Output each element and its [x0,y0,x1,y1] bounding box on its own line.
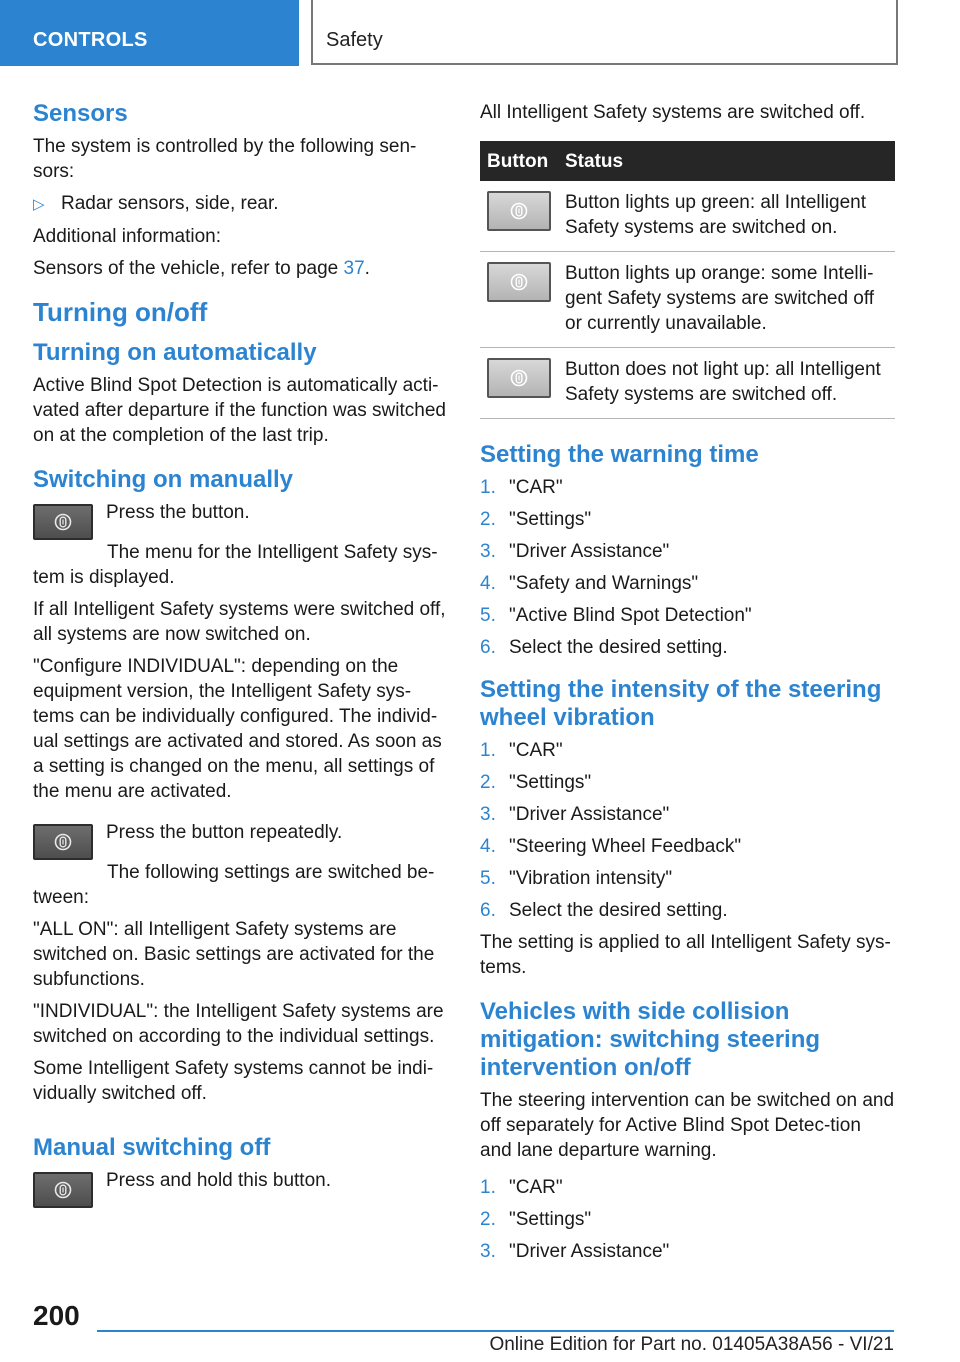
list-item: 6. Select the desired setting. [480,637,728,658]
safety-button-icon [33,1172,93,1208]
step-text: "Steering Wheel Feedback" [509,836,742,857]
side-collision-text: The steering intervention can be switched on and off separately for Active Blind Spot Detec‐tion and lane departure warning. [480,1090,895,1161]
following-text: The following settings are switched be‐tween: [33,862,435,908]
all-on-text: "ALL ON": all Intelligent Safety systems are switched on. Basic settings are activated for the subfunctions. [33,919,435,990]
page-link[interactable]: 37 [343,258,365,279]
sensors-heading: Sensors [33,100,128,127]
turning-heading: Turning on/off [33,297,208,327]
reference-end: . [364,258,370,279]
step-text: "Settings" [509,772,592,793]
step-text: "CAR" [509,740,563,761]
menu-text: The menu for the Intelligent Safety sys‐tem is displayed. [33,542,438,588]
table-header: Button [480,141,558,181]
step-text: Select the desired setting. [509,637,728,658]
reference-text: Sensors of the vehicle, refer to page [33,258,344,279]
list-item: 1. "CAR" [480,740,563,761]
manual-on-heading: Switching on manually [33,466,294,493]
safety-button-icon [487,358,551,398]
footer-edition: Online Edition for Part no. 01405A38A56 - VI/21 [489,1334,894,1355]
safety-button-icon [33,504,93,540]
left-column [33,100,449,1208]
button-text [106,500,250,532]
button-row [33,500,449,540]
step-text: "Driver Assistance" [509,804,670,825]
button-text [106,1168,331,1200]
button-row [33,1168,449,1208]
warning-time-heading: Setting the warning time [480,441,759,468]
list-item: 2. "Settings" [480,1209,592,1230]
list-item: 5. "Active Blind Spot Detection" [480,605,752,626]
auto-text: Active Blind Spot Detection is automatically acti‐vated after departure if the function was switched on at the completion of the last trip. [33,375,446,446]
table-cell [480,181,558,252]
additional-info: Additional information: [33,226,221,247]
safety-button-icon [487,191,551,231]
section-title: CONTROLS [33,29,148,51]
step-text: "CAR" [509,1177,563,1198]
table-row [480,348,895,419]
list-item [33,191,449,217]
list-item: 2. "Settings" [480,509,592,530]
intensity-heading: Setting the intensity of the steering wheel vibration [480,676,882,731]
step-text: "Safety and Warnings" [509,573,699,594]
step-text: "Settings" [509,509,592,530]
step-text: Select the desired setting. [509,900,728,921]
press-text: Press the button. [106,502,250,523]
list-item: 4. "Safety and Warnings" [480,573,699,594]
status-table [480,141,895,419]
section-tab [0,0,299,66]
page-number: 200 [33,1300,80,1331]
table-cell [480,252,558,348]
table-cell: Button does not light up: all Intelligent Safety systems are switched off. [558,348,895,419]
table-header-row [480,141,895,181]
sensors-reference [33,256,449,281]
intensity-steps [480,738,895,923]
all-off-text: If all Intelligent Safety systems were switched off, all systems are now switched on. [33,599,446,645]
step-text: "Active Blind Spot Detection" [509,605,752,626]
table-row [480,181,895,252]
table-header: Status [558,141,895,181]
step-text: "Driver Assistance" [509,541,670,562]
individual-text: "INDIVIDUAL": the Intelligent Safety systems are switched on according to the individual settings. [33,1001,444,1047]
right-column [480,100,895,1271]
step-text: "Driver Assistance" [509,1241,670,1262]
step-text: "Settings" [509,1209,592,1230]
sensors-intro: The system is controlled by the following sen‐sors: [33,136,417,182]
list-item: 3. "Driver Assistance" [480,804,670,825]
triangle-bullet-icon: ▷ [33,196,45,213]
list-item: 1. "CAR" [480,477,563,498]
list-item: 2. "Settings" [480,772,592,793]
list-item: 6. Select the desired setting. [480,900,728,921]
footer-divider [97,1330,894,1332]
list-item: 4. "Steering Wheel Feedback" [480,836,742,857]
side-collision-heading: Vehicles with side collision mitigation: switching steering intervention on/off [480,998,821,1081]
side-collision-steps [480,1175,895,1264]
list-item: 1. "CAR" [480,1177,563,1198]
press-hold-text: Press and hold this button. [106,1170,331,1191]
chapter-tab [311,0,898,65]
some-text: Some Intelligent Safety systems cannot be indi‐vidually switched off. [33,1058,434,1104]
bullet-text: Radar sensors, side, rear. [61,193,279,214]
auto-heading: Turning on automatically [33,339,317,366]
table-row [480,252,895,348]
list-item: 3. "Driver Assistance" [480,1241,670,1262]
list-item: 3. "Driver Assistance" [480,541,670,562]
safety-button-icon [487,262,551,302]
all-off-line: All Intelligent Safety systems are switched off. [480,102,866,123]
configure-text: "Configure INDIVIDUAL": depending on the equipment version, the Intelligent Safety sys‐tems can be individually configured. The individ‐ual settings are activated and stored. As soon as a setting is changed on the menu, all settings of the menu are activated. [33,656,442,802]
manual-off-heading: Manual switching off [33,1134,271,1161]
button-row [33,820,449,860]
step-text: "CAR" [509,477,563,498]
table-cell: Button lights up green: all Intelligent Safety systems are switched on. [558,181,895,252]
intensity-note: The setting is applied to all Intelligent Safety sys‐tems. [480,932,891,978]
table-cell: Button lights up orange: some Intelli‐gent Safety systems are switched off or currently unavailable. [558,252,895,348]
press-repeat-text: Press the button repeatedly. [106,822,343,843]
table-cell [480,348,558,419]
button-text [106,820,342,852]
chapter-title: Safety [326,29,383,51]
safety-button-icon [33,824,93,860]
step-text: "Vibration intensity" [509,868,673,889]
list-item: 5. "Vibration intensity" [480,868,673,889]
warning-time-steps [480,475,895,660]
